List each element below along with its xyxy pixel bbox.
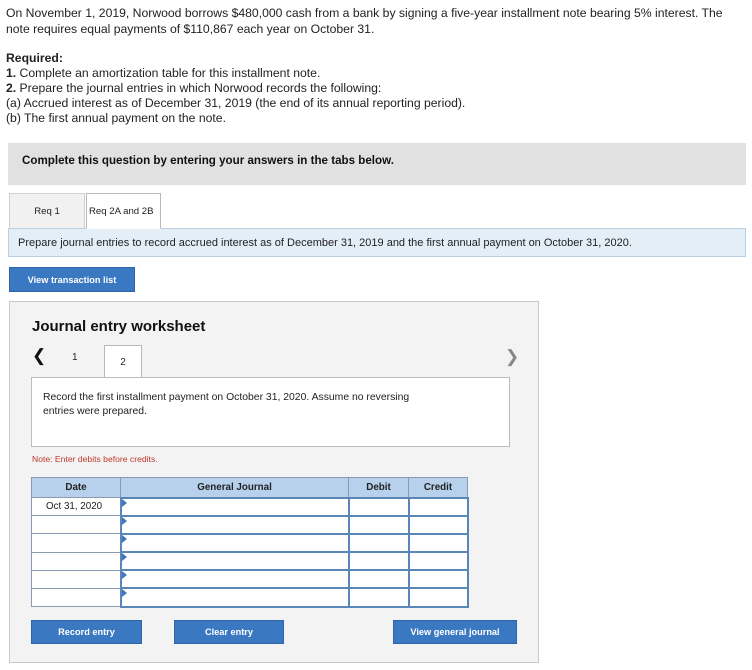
account-select[interactable] [121,588,349,606]
general-journal-column-header: General Journal [121,478,349,498]
credit-input[interactable] [409,534,468,552]
tab-req-1[interactable]: Req 1 [9,193,85,229]
requirement-1: 1. Complete an amortization table for this installment note. [6,66,321,80]
tab-instruction: Prepare journal entries to record accrued interest as of December 31, 2019 and the first annual payment on October 31, 2020. [8,228,746,257]
debit-input[interactable] [349,552,409,570]
credit-column-header: Credit [409,478,468,498]
date-cell [32,570,121,588]
account-select[interactable] [121,552,349,570]
debit-input[interactable] [349,498,409,516]
journal-table [31,477,469,608]
debit-input[interactable] [349,570,409,588]
date-cell: Oct 31, 2020 [32,498,121,516]
page-tab-1[interactable]: 1 [72,352,78,363]
entry-description [31,377,510,447]
date-cell [32,552,121,570]
required-label: Required: [6,51,63,65]
date-cell [32,516,121,534]
account-select[interactable] [121,516,349,534]
requirement-2a: (a) Accrued interest as of December 31, 2019 (the end of its annual reporting period). [6,96,466,110]
table-row [32,516,468,534]
date-cell [32,588,121,606]
problem-intro: On November 1, 2019, Norwood borrows $480,000 cash from a bank by signing a five-year installment note bearing 5% interest. The note requires equal payments of $110,867 each year on October 31. [6,6,723,36]
chevron-right-icon[interactable]: ❯ [505,347,520,366]
requirements [6,51,746,126]
chevron-left-icon[interactable]: ❮ [32,346,47,365]
entry-description-text: Record the first installment payment on October 31, 2020. Assume no reversing entries were prepared. [43,392,410,417]
debit-input[interactable] [349,588,409,606]
credit-input[interactable] [409,570,468,588]
table-row [32,570,468,588]
worksheet-title: Journal entry worksheet [32,318,206,335]
table-row [32,588,468,606]
credit-input[interactable] [409,552,468,570]
record-entry-button[interactable]: Record entry [31,620,142,644]
date-cell [32,534,121,552]
account-select[interactable] [121,498,349,516]
account-select[interactable] [121,534,349,552]
table-header [32,478,468,498]
debit-credit-note: Note: Enter debits before credits. [32,454,158,464]
journal-entry-worksheet [9,301,539,663]
view-transaction-list-button[interactable]: View transaction list [9,267,135,292]
page-tab-2[interactable]: 2 [104,345,142,378]
requirement-2b: (b) The first annual payment on the note. [6,111,226,125]
view-general-journal-button[interactable]: View general journal [393,620,517,644]
debit-input[interactable] [349,534,409,552]
date-column-header: Date [32,478,121,498]
table-row [32,534,468,552]
credit-input[interactable] [409,588,468,606]
banner-text: Complete this question by entering your answers in the tabs below. [22,154,394,167]
credit-input[interactable] [409,498,468,516]
credit-input[interactable] [409,516,468,534]
debit-column-header: Debit [349,478,409,498]
instructions-banner [8,143,746,185]
table-row [32,498,468,516]
tab-req-2a-2b[interactable]: Req 2A and 2B [86,193,161,229]
account-select[interactable] [121,570,349,588]
requirement-2: 2. Prepare the journal entries in which Norwood records the following: [6,81,382,95]
clear-entry-button[interactable]: Clear entry [174,620,284,644]
table-row [32,552,468,570]
debit-input[interactable] [349,516,409,534]
